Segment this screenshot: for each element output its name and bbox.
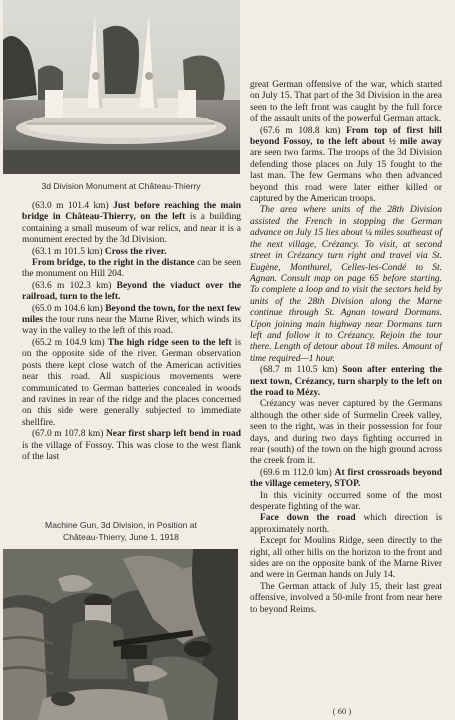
mileage: (63.0 m 101.4 km): [32, 201, 109, 211]
monument-caption: 3d Division Monument at Château-Thierry: [41, 181, 201, 191]
entry-69-6: [250, 468, 442, 491]
mileage: (69.6 m 112.0 km): [260, 467, 332, 478]
entry-bridge: [22, 258, 241, 281]
entry-67-6: [250, 126, 442, 206]
direction-bold: Face down the road: [260, 513, 356, 524]
caption-line: Château-Thierry, June 1, 1918: [63, 532, 179, 542]
caption-line: Machine Gun, 3d Division, in Position at: [45, 520, 197, 530]
machine-gun-photo-drawing: [3, 549, 238, 720]
entry-65-0: [22, 304, 241, 338]
direction-bold: At first crossroads beyond the village cemetery, STOP.: [250, 467, 443, 490]
mileage: (67.0 m 107.8 km): [32, 429, 104, 440]
mileage: (65.2 m 104.9 km): [32, 337, 105, 348]
description: is the village of Fossoy. This was close to the west flank of the last: [22, 440, 241, 462]
direction-bold: Beyond the viaduct over the railroad, turn to the left.: [22, 280, 242, 303]
mileage: (63.1 m 101.5 km): [32, 246, 103, 257]
direction-bold: Cross the river.: [104, 246, 167, 257]
mileage: (68.7 m 110.5 km): [260, 365, 338, 376]
vicinity-paragraph: In this vicinity occurred some of the most desperate fighting of the war.: [250, 490, 442, 513]
entry-68-7: [250, 365, 442, 399]
description: which direction is approximately north.: [250, 513, 443, 535]
moulins-paragraph: Except for Moulins Ridge, seen directly to the right, all other hills on the horizon to the front and sides are on the opposite bank of the Marne River and were in German hands on July 14.: [250, 536, 442, 581]
monument-photo: [3, 0, 240, 174]
entry-continued: great German offensive of the war, which started on July 15. That part of the 3d Division in the area seen to the left front was caught by the full force of the assault units of the powerful German attack.: [250, 80, 442, 125]
description: is a building containing a small museum of war relics, and near it is a monument erected by the 3d Division.: [22, 212, 242, 246]
entry-63-6: [22, 281, 241, 304]
direction-bold: Just before reaching the main bridge in Château-Thierry, on the left: [22, 201, 242, 223]
entry-63-0: [22, 201, 241, 247]
crezancy-paragraph: Crézancy was never captured by the Germans although the other side of Surmelin Creek valley, seen to the right, was in their possession for four days, and during two days fighting occurred in rear (south) of the town on the high ground across the creek from it.: [250, 399, 442, 467]
mileage: (63.6 m 102.3 km): [32, 280, 112, 291]
description: the tour runs near the Marne River, which winds its way in the valley to the left of this road.: [22, 315, 241, 337]
entry-63-1: [22, 247, 241, 258]
machine-gun-photo: [3, 549, 238, 720]
description: are seen two farms. The troops of the 3d Division defending those places on July 15 fought to the last man. The few Germans who then advanced beyond this road were later either killed or captured by the American troops.: [250, 148, 442, 205]
direction-bold: From bridge, to the right in the distance: [32, 258, 195, 269]
left-column: [22, 201, 241, 463]
mileage: (65.0 m 104.6 km): [32, 303, 103, 314]
entry-67-0: [22, 429, 241, 463]
right-column: [250, 80, 442, 616]
mileage: (67.6 m 108.8 km): [260, 125, 341, 136]
entry-65-2: [22, 338, 241, 429]
description: can be seen the monument on Hill 204.: [22, 258, 241, 280]
monument-photo-drawing: [3, 0, 240, 174]
direction-bold: Soon after entering the next town, Crézancy, turn sharply to the left on the road to Mézy.: [250, 365, 442, 398]
face-down-paragraph: [250, 513, 442, 536]
direction-bold: From top of first hill beyond Fossoy, to the left about ½ mile away: [250, 125, 443, 148]
direction-bold: Beyond the town, for the next few miles: [22, 303, 241, 326]
machine-gun-caption: [0, 519, 242, 543]
german-attack-paragraph: The German attack of July 15, their last great offensive, involved a 50-mile front from near here to beyond Reims.: [250, 581, 442, 615]
direction-bold: Near first sharp left bend in road: [105, 429, 241, 440]
detour-note: The area where units of the 28th Division assisted the French in stopping the German advance on July 15 lies about ¼ miles southeast of the next village, Crézancy. To visit, at second street in Crézancy turn right and travel via St. Eugène, Monthurel, Celles-les-Condé to St. Agnan. Consult map on page 65 before starting. To complete a loop and to visit the sectors held by units of the 28th Division along the Marne continue through St. Agnan toward Dormans. Upon joining main highway near Dormans turn left and follow it to Crézancy. Rejoin the tour there. Length of detour about 18 miles. Amount of time required—1 hour.: [250, 205, 442, 364]
description: is on the opposite side of the river. German observation posts there kept close watch of the American activities near this road. All suspicious movements were communicated to German batteries concealed in woods and ravines in rear of the ridge and the places concerned on this side were generally subjected to immediate shellfire.: [22, 337, 242, 428]
direction-bold: The high ridge seen to the left: [107, 337, 232, 348]
page-number: ( 60 ): [332, 706, 352, 716]
